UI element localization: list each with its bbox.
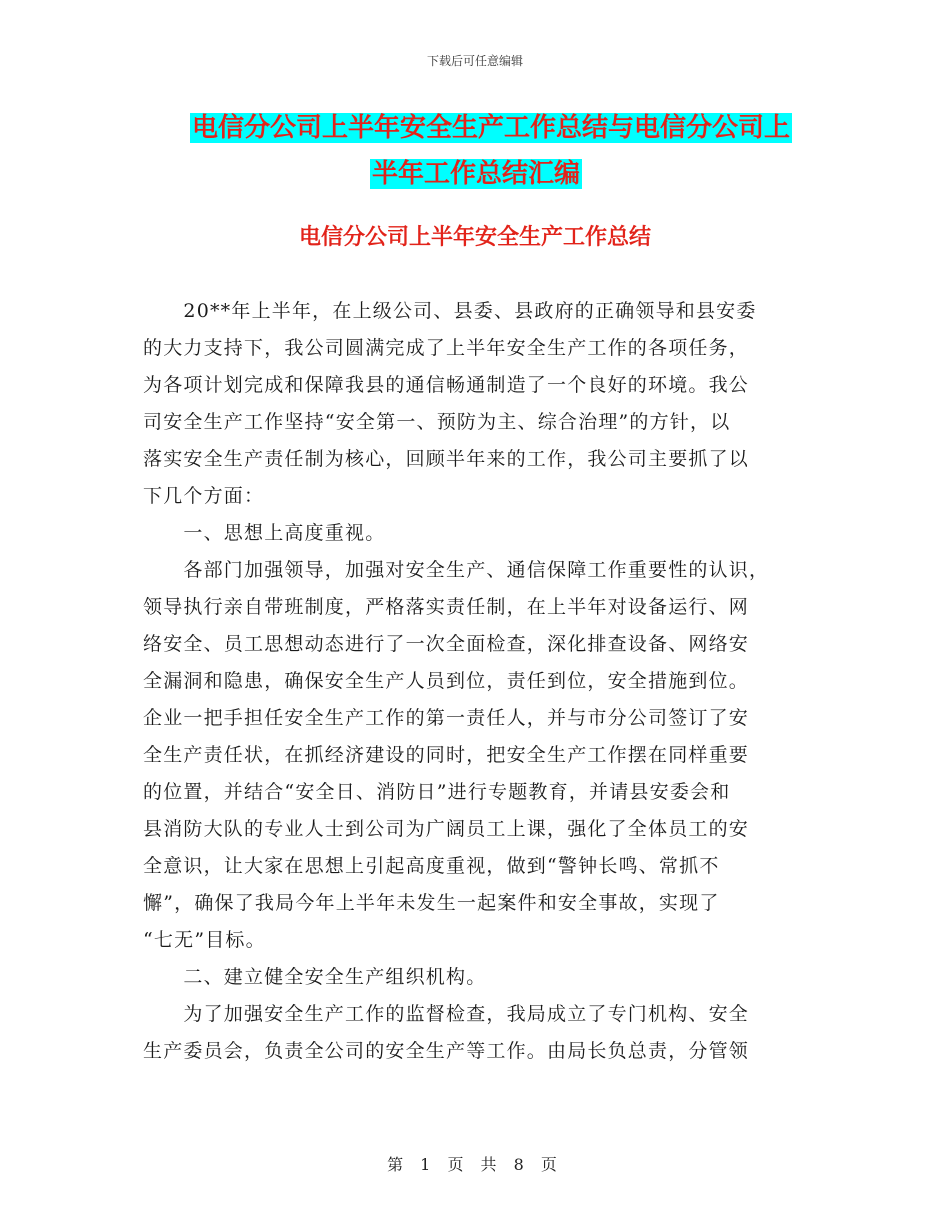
- body-line: 司安全生产工作坚持“安全第一、预防为主、综合治理”的方针，以: [143, 411, 731, 433]
- body-line: 的位置，并结合“安全日、消防日”进行专题教育，并请县安委会和: [143, 781, 731, 803]
- section-title: 电信分公司上半年安全生产工作总结: [298, 224, 651, 250]
- body-line: 企业一把手担任安全生产工作的第一责任人，并与市分公司签订了安: [143, 707, 750, 729]
- body-line: 懈”，确保了我局今年上半年未发生一起案件和安全事故，实现了: [143, 892, 720, 914]
- body-line: 全漏洞和隐患，确保安全生产人员到位，责任到位，安全措施到位。: [143, 670, 750, 692]
- document-title-line-2: 半年工作总结汇编: [372, 159, 581, 189]
- body-line: 络安全、员工思想动态进行了一次全面检查，深化排查设备、网络安: [143, 633, 750, 655]
- body-line: 全生产责任状，在抓经济建设的同时，把安全生产工作摆在同样重要: [143, 744, 750, 766]
- body-line: 县消防大队的专业人士到公司为广阔员工上课，强化了全体员工的安: [143, 818, 750, 840]
- body-line: 一、思想上高度重视。: [143, 522, 386, 544]
- body-line: 领导执行亲自带班制度，严格落实责任制，在上半年对设备运行、网: [143, 596, 750, 618]
- page-number: 第 1 页 共 8 页: [387, 1155, 563, 1174]
- body-line: 全意识，让大家在思想上引起高度重视，做到“警钟长鸣、常抓不: [143, 855, 720, 877]
- body-line: 落实安全生产责任制为核心，回顾半年来的工作，我公司主要抓了以: [143, 448, 750, 470]
- body-line: 下几个方面：: [143, 485, 265, 507]
- body-line: 为了加强安全生产工作的监督检查，我局成立了专门机构、安全: [143, 1003, 750, 1025]
- body-line: 为各项计划完成和保障我县的通信畅通制造了一个良好的环境。我公: [143, 374, 750, 396]
- body-line: 生产委员会，负责全公司的安全生产等工作。由局长负总责，分管领: [143, 1040, 750, 1062]
- document-title-line-1: 电信分公司上半年安全生产工作总结与电信分公司上: [192, 113, 791, 143]
- body-line: 20**年上半年，在上级公司、县委、县政府的正确领导和县安委: [143, 300, 757, 322]
- header-note: 下载后可任意编辑: [426, 54, 523, 68]
- body-line: 各部门加强领导，加强对安全生产、通信保障工作重要性的认识，: [143, 559, 770, 581]
- body-line: 的大力支持下，我公司圆满完成了上半年安全生产工作的各项任务，: [143, 337, 750, 359]
- body-line: 二、建立健全安全生产组织机构。: [143, 966, 487, 988]
- body-line: “七无”目标。: [143, 929, 266, 951]
